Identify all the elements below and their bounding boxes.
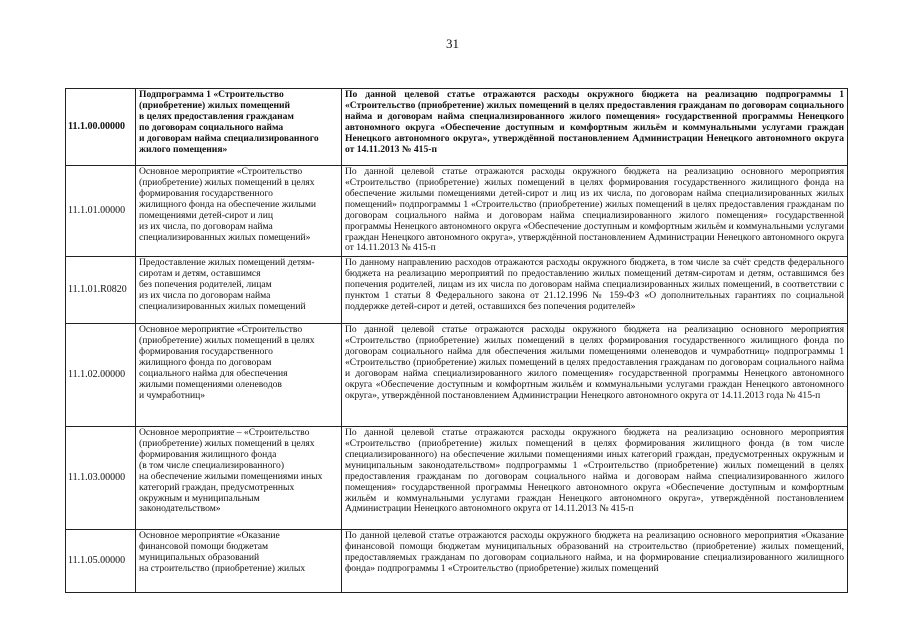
target-article-name: Основное мероприятие «Строительство (приобретение) жилых помещений в целях формирования государственного жилищного фонда по договорам социального найма для обеспечения жилыми помещениями оленеводов и чумработниц» (136, 324, 342, 427)
table-row (66, 89, 848, 166)
target-article-code: 11.1.01.00000 (66, 166, 136, 257)
target-article-description: По данной целевой статье отражаются расходы окружного бюджета на реализацию основного мероприятия «Оказание финансовой помощи бюджетам муниципальных образований на строительство (приобретение) жилых помещений, предоставляемых гражданам по договорам социального найма, и на формирование специализированного жилищного фонда» подпрограммы 1 «Строительство (приобретение) жилых помещений (342, 530, 848, 593)
table-row (66, 427, 848, 530)
table-row (66, 257, 848, 324)
target-article-description: По данной целевой статье отражаются расходы окружного бюджета на реализацию основного мероприятия «Строительство (приобретение) жилых помещений в целях формирования государственного жилищного фонда на обеспечение жилыми помещениями детей-сирот и лиц из их числа, по договорам найма специализированных жилых помещений» подпрограммы 1 «Строительство (приобретение) жилых помещений в целях предоставления гражданам по договорам социального найма и договорам найма специализированного жилого помещения» государственной программы Ненецкого автономного округа «Обеспечение доступным и комфортным жильём и коммунальными услугами граждан Ненецкого автономного округа», утверждённой постановлением Администрации Ненецкого автономного округа от 14.11.2013 № 415-п (342, 166, 848, 257)
target-article-name: Основное мероприятие – «Строительство (приобретение) жилых помещений в целях формирования жилищного фонда (в том числе специализированного) на обеспечение жилыми помещениями иных категорий граждан, предусмотренных окружным и муниципальным законодательством» (136, 427, 342, 530)
budget-classification-table (65, 88, 848, 593)
page-number: 31 (446, 36, 459, 51)
table-row (66, 324, 848, 427)
target-article-name: Основное мероприятие «Строительство (приобретение) жилых помещений в целях формирования государственного жилищного фонда на обеспечение жилыми помещениями детей-сирот и лиц из их числа, по договорам найма специализированных жилых помещений» (136, 166, 342, 257)
target-article-code: 11.1.02.00000 (66, 324, 136, 427)
table-row (66, 166, 848, 257)
target-article-code: 11.1.03.00000 (66, 427, 136, 530)
target-article-description: По данному направлению расходов отражаются расходы окружного бюджета, в том числе за счёт средств федерального бюджета на реализацию мероприятий по предоставлению жилых помещений детям-сиротам и детям, оставшимся без попечения родителей, лицам из их числа по договорам найма специализированных жилых помещений, в соответствии с пунктом 1 статьи 8 Федерального закона от 21.12.1996 № 159-ФЗ «О дополнительных гарантиях по социальной поддержке детей-сирот и детей, оставшихся без попечения родителей» (342, 257, 848, 324)
target-article-name: Основное мероприятие «Оказание финансовой помощи бюджетам муниципальных образований на строительство (приобретение) жилых (136, 530, 342, 593)
table-row (66, 530, 848, 593)
target-article-code: 11.1.00.00000 (66, 89, 136, 166)
target-article-name: Подпрограмма 1 «Строительство (приобретение) жилых помещений в целях предоставления гражданам по договорам социального найма и договорам найма специализированного жилого помещения» (136, 89, 342, 166)
target-article-description: По данной целевой статье отражаются расходы окружного бюджета на реализацию основного мероприятия «Строительство (приобретение) жилых помещений в целях формирования жилищного фонда (в том числе специализированного) на обеспечение жилыми помещениями иных категорий граждан, предусмотренных окружным и муниципальным законодательством» подпрограммы 1 «Строительство (приобретение) жилых помещений в целях предоставления гражданам по договорам социального найма и договорам найма специализированного жилого помещения» государственной программы Ненецкого автономного округа «Обеспечение доступным и комфортным жильём и коммунальными услугами граждан Ненецкого автономного округа», утверждённой постановлением Администрации Ненецкого автономного округа от 14.11.2013 № 415-п (342, 427, 848, 530)
target-article-description: По данной целевой статье отражаются расходы окружного бюджета на реализацию основного мероприятия «Строительство (приобретение) жилых помещений в целях формирования государственного жилищного фонда по договорам социального найма для обеспечения жилыми помещениями оленеводов и чумработниц» подпрограммы 1 «Строительство (приобретение) жилых помещений в целях предоставления гражданам по договорам социального найма и договорам найма специализированного жилого помещения» государственной программы Ненецкого автономного округа «Обеспечение доступным и комфортным жильём и коммунальными услугами граждан Ненецкого автономного округа», утверждённой постановлением Администрации Ненецкого автономного округа от 14.11.2013 года № 415-п (342, 324, 848, 427)
target-article-code: 11.1.05.00000 (66, 530, 136, 593)
target-article-code: 11.1.01.R0820 (66, 257, 136, 324)
target-article-description: По данной целевой статье отражаются расходы окружного бюджета на реализацию подпрограммы 1 «Строительство (приобретение) жилых помещений в целях предоставления гражданам по договорам социального найма и договорам найма специализированного жилого помещения» государственной программы Ненецкого автономного округа «Обеспечение доступным и комфортным жильём и коммунальными услугами граждан Ненецкого автономного округа», утверждённой постановлением Администрации Ненецкого автономного округа от 14.11.2013 № 415-п (342, 89, 848, 166)
target-article-name: Предоставление жилых помещений детям- сиротам и детям, оставшимся без попечения родителей, лицам из их числа по договорам найма специализированных жилых помещений (136, 257, 342, 324)
